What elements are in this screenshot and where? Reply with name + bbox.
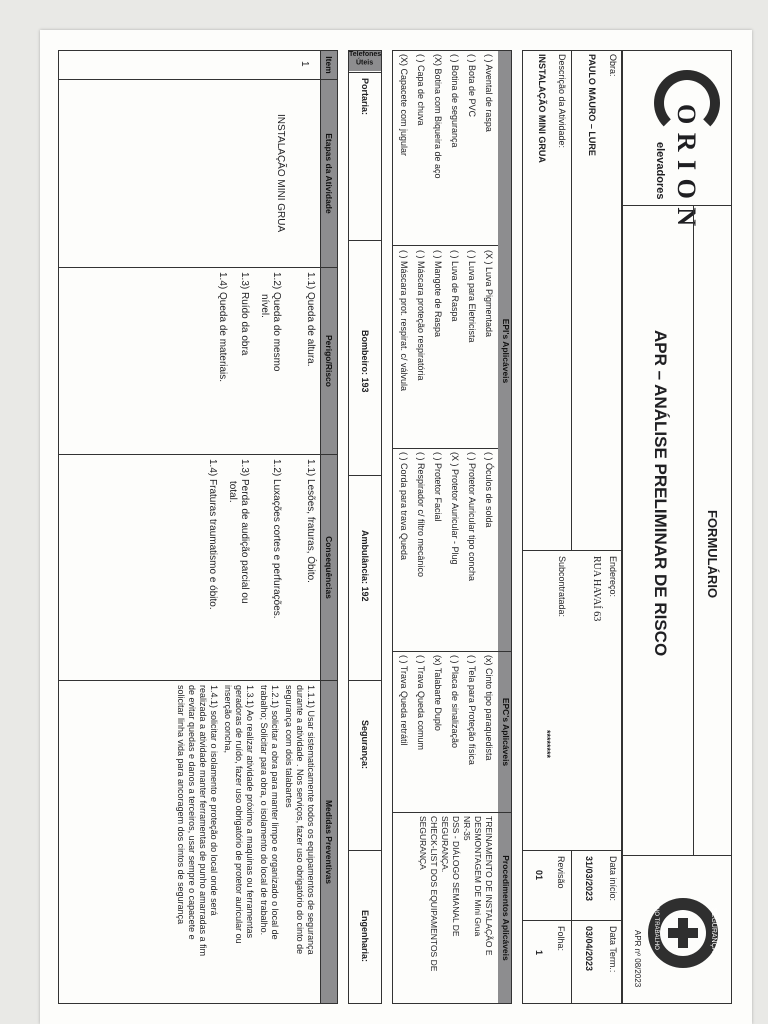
- medida-line: geradoras de ruído, fazer uso obrigatório de protetor auricular ou: [234, 685, 244, 944]
- perigo-column: [208, 272, 316, 452]
- epi-item: (X) Botina com Biqueira de aço: [433, 54, 443, 179]
- epc-item: ( ) Tela para Proteção física: [467, 655, 477, 765]
- endereco-label: Endereço:: [608, 556, 618, 598]
- epc-item: (x) Cinto tipo paraquedista: [484, 655, 494, 761]
- descricao-label: Descrição da Atividade:: [557, 54, 567, 149]
- perigo-line: 1.1) Queda de altura.: [305, 272, 316, 367]
- item-number: 1: [299, 61, 310, 67]
- seal-bottom-text: NO TRABALHO: [653, 907, 659, 950]
- procedimento-line: NR-35: [462, 816, 472, 841]
- descricao-value: INSTALAÇÃO MINI GRUA: [537, 54, 547, 163]
- epi-item: ( ) Protetor Facial: [433, 452, 443, 522]
- scanned-document-page: [40, 30, 752, 1024]
- medida-line: durante a atividade . Nos serviços, fazer uso obrigatório do cinto de: [295, 685, 305, 955]
- consequencia-line: total.: [227, 481, 238, 503]
- procedimento-line: TREINAMENTO DE INSTALAÇÃO E: [484, 816, 494, 956]
- etapa-text: INSTALAÇÃO MINI GRUA: [275, 114, 286, 233]
- epi-item: ( ) Óculos de solda: [484, 452, 494, 528]
- header-medidas: Medidas Preventivas: [321, 681, 337, 1003]
- procedimento-line: SEGURANÇA: [418, 816, 428, 870]
- data-inicio-value: 31/03/2023: [584, 856, 594, 902]
- folha-label: Folha:: [556, 926, 566, 952]
- epi-item: (X ) Protetor Auricular - Plug: [450, 452, 460, 565]
- epi-item: ( ) Luva de Raspa: [450, 250, 460, 322]
- medida-line: trabalho; Solicitar para obra, o isolamento do local de trabalho.: [259, 685, 269, 936]
- medida-line: inserção concha,: [223, 685, 233, 754]
- epi-item: (X) Capacete com jugular: [399, 54, 409, 157]
- medida-line: realizada a atividade manter ferramentas de punho amarradas a fim: [198, 685, 208, 957]
- epi-item: ( ) Máscara proteção respiratória: [416, 250, 426, 381]
- procedimento-line: SEGURANÇA.: [440, 816, 450, 873]
- subcontratada-label: Subcontratada:: [557, 556, 567, 618]
- header-etapas: Etapas da Atividade: [321, 80, 337, 267]
- epi-column-3: [392, 452, 494, 648]
- procedimento-line: CHECK-LIST DOS EQUIPAMENTOS DE: [429, 816, 439, 972]
- epi-item: ( ) Corda para trava Queda: [399, 452, 409, 561]
- data-term-label: Data Term.:: [608, 926, 618, 973]
- epi-item: ( ) Botina de segurança: [450, 54, 460, 148]
- phones-label: Telefones Úteis: [349, 51, 381, 71]
- medidas-column: [175, 685, 316, 1001]
- obra-label: Obra:: [608, 54, 618, 77]
- medida-line: solicitar linha vida para ancoragem dos cintos de segurança: [176, 685, 186, 925]
- perigo-line: 1.2) Queda do mesmo: [271, 272, 282, 372]
- epc-item: ( ) Trava Queda retrátil: [399, 655, 409, 746]
- ambulancia: Ambulância: 192: [360, 530, 370, 602]
- perigo-line: 1.4) Queda de materiais.: [217, 272, 228, 383]
- orion-logo: [629, 70, 724, 228]
- revisao-value: 01: [534, 870, 544, 881]
- epi-item: ( ) Bota de PVC: [467, 54, 477, 118]
- epi-item: ( ) Luva para Eletricista: [467, 250, 477, 343]
- epi-item: ( ) Respirador c/ filtro mecânico: [416, 452, 426, 578]
- epc-item: (x) Talabarte Duplo: [433, 655, 443, 731]
- consequencia-line: 1.1) Lesões, fraturas, Óbito.: [305, 459, 316, 583]
- medida-line: de evitar quedas e danos a terceiros, usar sempre o capacete e: [187, 685, 197, 940]
- header-perigo: Perigo/Risco: [321, 268, 337, 454]
- medida-line: 1.4.1) solicitar o isolamento e proteção do local onde será: [209, 685, 219, 916]
- consequencias-column: [198, 459, 316, 677]
- epi-header: EPI's Aplicáveis: [498, 51, 511, 651]
- consequencia-line: 1.4) Fraturas traumatismo e óbito.: [207, 459, 218, 610]
- epi-column-2: [392, 250, 494, 445]
- medida-line: 1.3.1) Ao realizar atividade próximo a maquinas ou ferramentas: [245, 685, 255, 939]
- epi-item: ( ) Mangote de Raspa: [433, 250, 443, 338]
- procedimento-line: DSS - DIÁLOGO SEMANAL DE: [451, 816, 461, 937]
- header-item: Item: [321, 51, 337, 79]
- data-inicio-label: Data início:: [608, 856, 618, 902]
- data-term-value: 03/04/2023: [584, 926, 594, 972]
- epc-item: ( ) Placa de sinalização: [450, 655, 460, 749]
- engenharia: Engenharia:: [360, 910, 370, 963]
- obra-value: PAULO MAURO – LURE: [587, 54, 597, 156]
- portaria: Portaria:: [360, 78, 370, 116]
- safety-seal: [648, 898, 718, 968]
- consequencia-line: 1.3) Perda de audição parcial ou: [239, 459, 250, 604]
- perigo-line: 1.3) Ruído da obra: [239, 272, 250, 356]
- folha-value: 1: [534, 950, 544, 956]
- phones-row: [348, 50, 382, 1004]
- procedimento-line: DESMONTAGEM DE Mini Grua: [473, 816, 483, 937]
- medida-line: segurança com dois talabartes: [284, 685, 294, 808]
- logo-letters: O R I O N: [672, 104, 701, 228]
- epi-item: (X ) Luva Pigmentada: [484, 250, 494, 338]
- seguranca: Segurança:: [360, 720, 370, 770]
- procedimentos-column: [417, 816, 494, 1002]
- epi-item: ( ) Avental de raspa: [484, 54, 494, 132]
- subcontratada-value: ********: [542, 730, 552, 759]
- apr-form: [40, 30, 752, 1024]
- epi-item: ( ) Capa de chuva: [416, 54, 426, 126]
- epc-column: [392, 655, 494, 810]
- endereco-value: RUA HAVAÍ 63: [591, 556, 602, 622]
- form-label: FORMULÁRIO: [705, 510, 720, 599]
- bombeiro: Bombeiro: 193: [360, 330, 370, 393]
- epc-item: ( ) Trava Queda comum: [416, 655, 426, 751]
- medida-line: 1.2.1) solicitar a obra para manter limpo e organizado o local de: [270, 685, 280, 940]
- consequencia-line: 1.2) Luxações cortes e perfurações.: [271, 459, 282, 619]
- logo-subtitle: elevadores: [654, 142, 666, 200]
- revisao-label: Revisão: [556, 856, 566, 889]
- epi-item: ( ) Máscara prot. respirat. c/ válvula: [399, 250, 409, 392]
- perigo-line: nível.: [259, 294, 270, 318]
- epc-header: EPC's Aplicáveis: [498, 652, 511, 812]
- epi-column-1: [392, 54, 494, 244]
- procedimentos-header: Procedimentos Aplicáveis: [498, 813, 511, 1003]
- apr-number: APR nº 08/2023: [633, 930, 642, 988]
- epi-item: ( ) Protetor Auricular tipo concha: [467, 452, 477, 582]
- header-consequencias: Consequências: [321, 455, 337, 680]
- medida-line: 1.1.1) Usar sistematicamente todos os equipamentos de segurança: [306, 685, 316, 955]
- seal-top-text: SEGURANÇA: [710, 908, 717, 953]
- document-title: APR – ANÁLISE PRELIMINAR DE RISCO: [651, 330, 670, 657]
